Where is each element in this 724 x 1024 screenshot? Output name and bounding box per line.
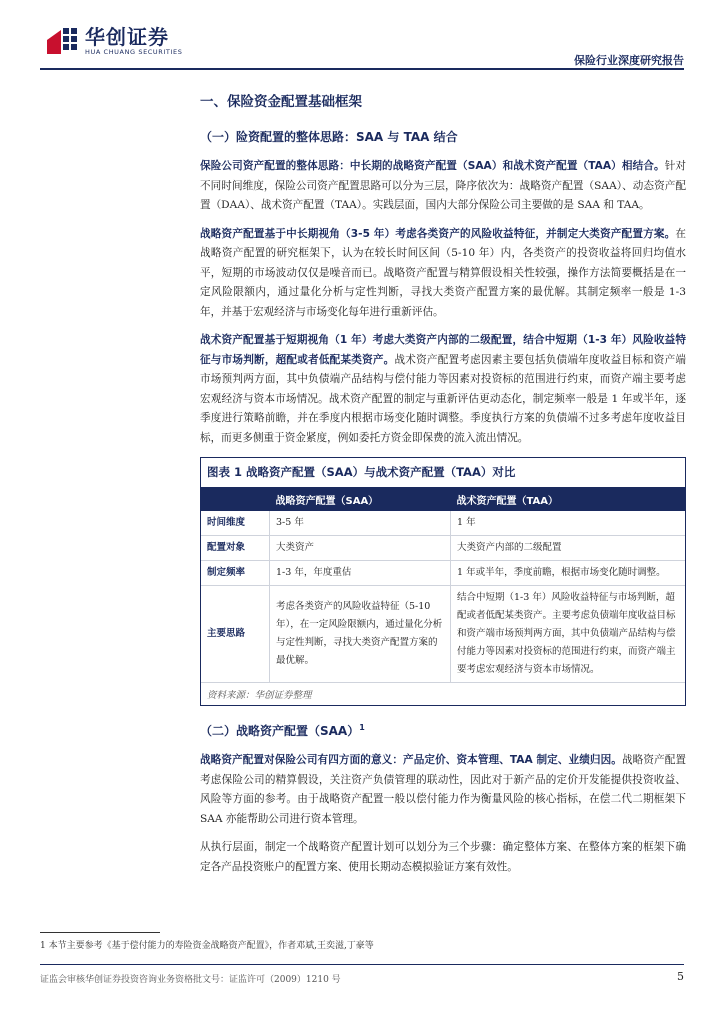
table-row bbox=[201, 511, 685, 536]
figure-comparison-table bbox=[200, 457, 686, 706]
logo-name-cn: 华创证券 bbox=[85, 25, 169, 49]
page-number: 5 bbox=[677, 970, 684, 983]
paragraph bbox=[200, 225, 686, 323]
table-header-taa: 战术资产配置（TAA） bbox=[451, 488, 686, 511]
figure-source: 资料来源：华创证券整理 bbox=[207, 690, 312, 701]
paragraph bbox=[200, 331, 686, 448]
logo-mark-icon bbox=[47, 26, 79, 56]
paragraph bbox=[200, 157, 686, 216]
paragraph-body: 战术资产配置考虑因素主要包括负债端年度收益目标和资产端市场预判两方面，其中负债端产品结构与偿付能力等因素对投资标的范围进行约束，而资产端主要考虑宏观经济与资本市场情况。战术资产配置的制定与重新评估更动态化，制定频率一般是 1 年或半年，逐季度进行策略前瞻，并在季度内根据市场变化随时调整。季度执行方案的负债端不过多考虑年度收益目标，而更多侧重于资金紧度，例如委托方资金即保费的流入流出情况。 bbox=[200, 353, 686, 444]
page-header bbox=[0, 0, 724, 74]
main-content bbox=[200, 90, 686, 886]
header-divider bbox=[40, 68, 684, 70]
cell-taa: 1 年 bbox=[451, 511, 686, 536]
comparison-table bbox=[201, 488, 685, 683]
figure-title: 图表 1 战略资产配置（SAA）与战术资产配置（TAA）对比 bbox=[201, 458, 685, 488]
table-row bbox=[201, 561, 685, 586]
cell-taa: 大类资产内部的二级配置 bbox=[451, 536, 686, 561]
logo-name-en: HUA CHUANG SECURITIES bbox=[85, 48, 183, 56]
company-logo bbox=[47, 26, 182, 56]
footer-disclaimer: 证监会审核华创证券投资咨询业务资格批文号：证监许可（2009）1210 号 bbox=[40, 975, 341, 985]
subsection-title: （二）战略资产配置（SAA） bbox=[200, 724, 360, 738]
paragraph-lead: 战略资产配置对保险公司有四方面的意义：产品定价、资本管理、TAA 制定、业绩归因。 bbox=[200, 754, 622, 766]
table-header-empty bbox=[201, 488, 270, 511]
paragraph-lead: 保险公司资产配置的整体思路：中长期的战略资产配置（SAA）和战术资产配置（TAA）相结合。 bbox=[200, 160, 665, 172]
cell-taa: 1 年或半年，季度前瞻，根据市场变化随时调整。 bbox=[451, 561, 686, 586]
cell-saa: 大类资产 bbox=[270, 536, 451, 561]
cell-saa: 考虑各类资产的风险收益特征（5-10 年），在一定风险限额内，通过量化分析与定性判断，寻找大类资产配置方案的最优解。 bbox=[270, 586, 451, 683]
paragraph-lead: 战术资产配置基于短期视角（1 年）考虑大类资产内部的二级配置，结合中短期（1-3 年）风险收益特征与市场判断，超配或者低配某类资产。 bbox=[200, 334, 686, 366]
footnote: 1 本节主要参考《基于偿付能力的寿险资金战略资产配置》，作者邓斌,王奕滋,丁豪等 bbox=[40, 941, 374, 951]
paragraph-body: 从执行层面，制定一个战略资产配置计划可以划分为三个步骤：确定整体方案、在整体方案的框架下确定各产品投资账户的配置方案、使用长期动态模拟验证方案有效性。 bbox=[200, 841, 686, 873]
row-label: 配置对象 bbox=[201, 536, 270, 561]
subsection-heading-1: （一）险资配置的整体思路：SAA 与 TAA 结合 bbox=[200, 130, 458, 144]
table-header-row bbox=[201, 488, 685, 511]
paragraph-body: 战略资产配置考虑保险公司的精算假设，关注资产负债管理的联动性，因此对于新产品的定价开发能提供投资收益、风险等方面的参考。由于战略资产配置一般以偿付能力作为衡量风险的核心指标，在偿二代二期框架下 SAA 亦能帮助公司进行资本管理。 bbox=[200, 754, 686, 825]
paragraph bbox=[200, 838, 686, 877]
paragraph-lead: 战略资产配置基于中长期视角（3-5 年）考虑各类资产的风险收益特征，并制定大类资产配置方案。 bbox=[200, 227, 676, 240]
row-label: 主要思路 bbox=[201, 586, 270, 683]
table-row bbox=[201, 536, 685, 561]
footnote-divider bbox=[40, 932, 160, 933]
cell-saa: 3-5 年 bbox=[270, 511, 451, 536]
cell-saa: 1-3 年，年度重估 bbox=[270, 561, 451, 586]
footnote-marker[interactable]: 1 bbox=[359, 723, 365, 732]
paragraph-body: 针对不同时间维度，保险公司资产配置思路可以分为三层，降序依次为：战略资产配置（SAA）、动态资产配置（DAA）、战术资产配置（TAA）。实践层面，国内大部分保险公司主要做的是 SAA 和 TAA。 bbox=[200, 160, 687, 211]
report-title: 保险行业深度研究报告 bbox=[574, 54, 684, 67]
paragraph-body: 在战略资产配置的研究框架下，认为在较长时间区间（5-10 年）内，各类资产的投资收益将回归均值水平，短期的市场波动仅仅是噪音而已。战略资产配置与精算假设相关性较强，操作方法简要概括是在一定风险限额内，通过量化分析与定性判断，寻找大类资产配置方案的最优解。其制定频率一般是 1-3 年，并基于宏观经济与市场变化每年进行重新评估。 bbox=[200, 227, 686, 318]
row-label: 制定频率 bbox=[201, 561, 270, 586]
cell-taa: 结合中短期（1-3 年）风险收益特征与市场判断，超配或者低配某类资产。主要考虑负债端年度收益目标和资产端市场预判两方面，其中负债端产品结构与偿付能力等因素对投资标的范围进行约束，而资产端主要考虑宏观经济与资本市场情况。 bbox=[451, 586, 686, 683]
subsection-heading-2 bbox=[200, 722, 686, 739]
row-label: 时间维度 bbox=[201, 511, 270, 536]
table-row bbox=[201, 586, 685, 683]
paragraph bbox=[200, 751, 686, 829]
table-header-saa: 战略资产配置（SAA） bbox=[270, 488, 451, 511]
footer-divider bbox=[40, 964, 684, 965]
section-heading: 一、保险资金配置基础框架 bbox=[200, 94, 362, 110]
